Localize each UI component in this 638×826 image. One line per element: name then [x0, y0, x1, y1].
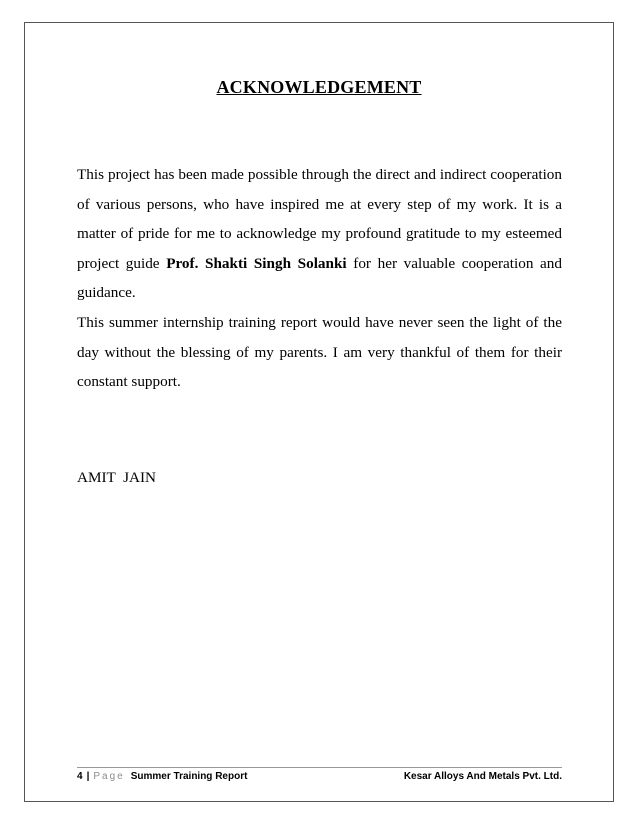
footer-report-title: Summer Training Report	[130, 771, 248, 782]
acknowledgement-paragraph-1	[77, 160, 562, 308]
page-footer	[77, 770, 562, 784]
footer-company-name: Kesar Alloys And Metals Pvt. Ltd.	[403, 771, 562, 782]
signature-name: AMIT JAIN	[77, 469, 157, 486]
page-title: ACKNOWLEDGEMENT	[216, 77, 422, 97]
paragraph-1-text-start: This project has been made possible through the direct and indirect cooperation of various persons, who have inspired me at every step of my work. It is a matter of pride for me to acknowledge my profound gratitude to my esteemed project guide	[77, 166, 562, 272]
paragraph-1-text-end: for her valuable cooperation and guidance.	[77, 254, 562, 302]
footer-divider	[77, 767, 562, 768]
acknowledgement-paragraph-2: This summer internship training report would have never seen the light of the day without the blessing of my parents. I am very thankful of them for their constant support.	[77, 314, 562, 391]
footer-left	[77, 770, 247, 784]
page-border	[24, 22, 614, 802]
footer-separator: |	[86, 771, 90, 782]
footer-page-word: Page	[93, 771, 125, 782]
footer-page-number: 4	[77, 771, 83, 782]
guide-name: Prof. Shakti Singh Solanki	[166, 254, 347, 272]
